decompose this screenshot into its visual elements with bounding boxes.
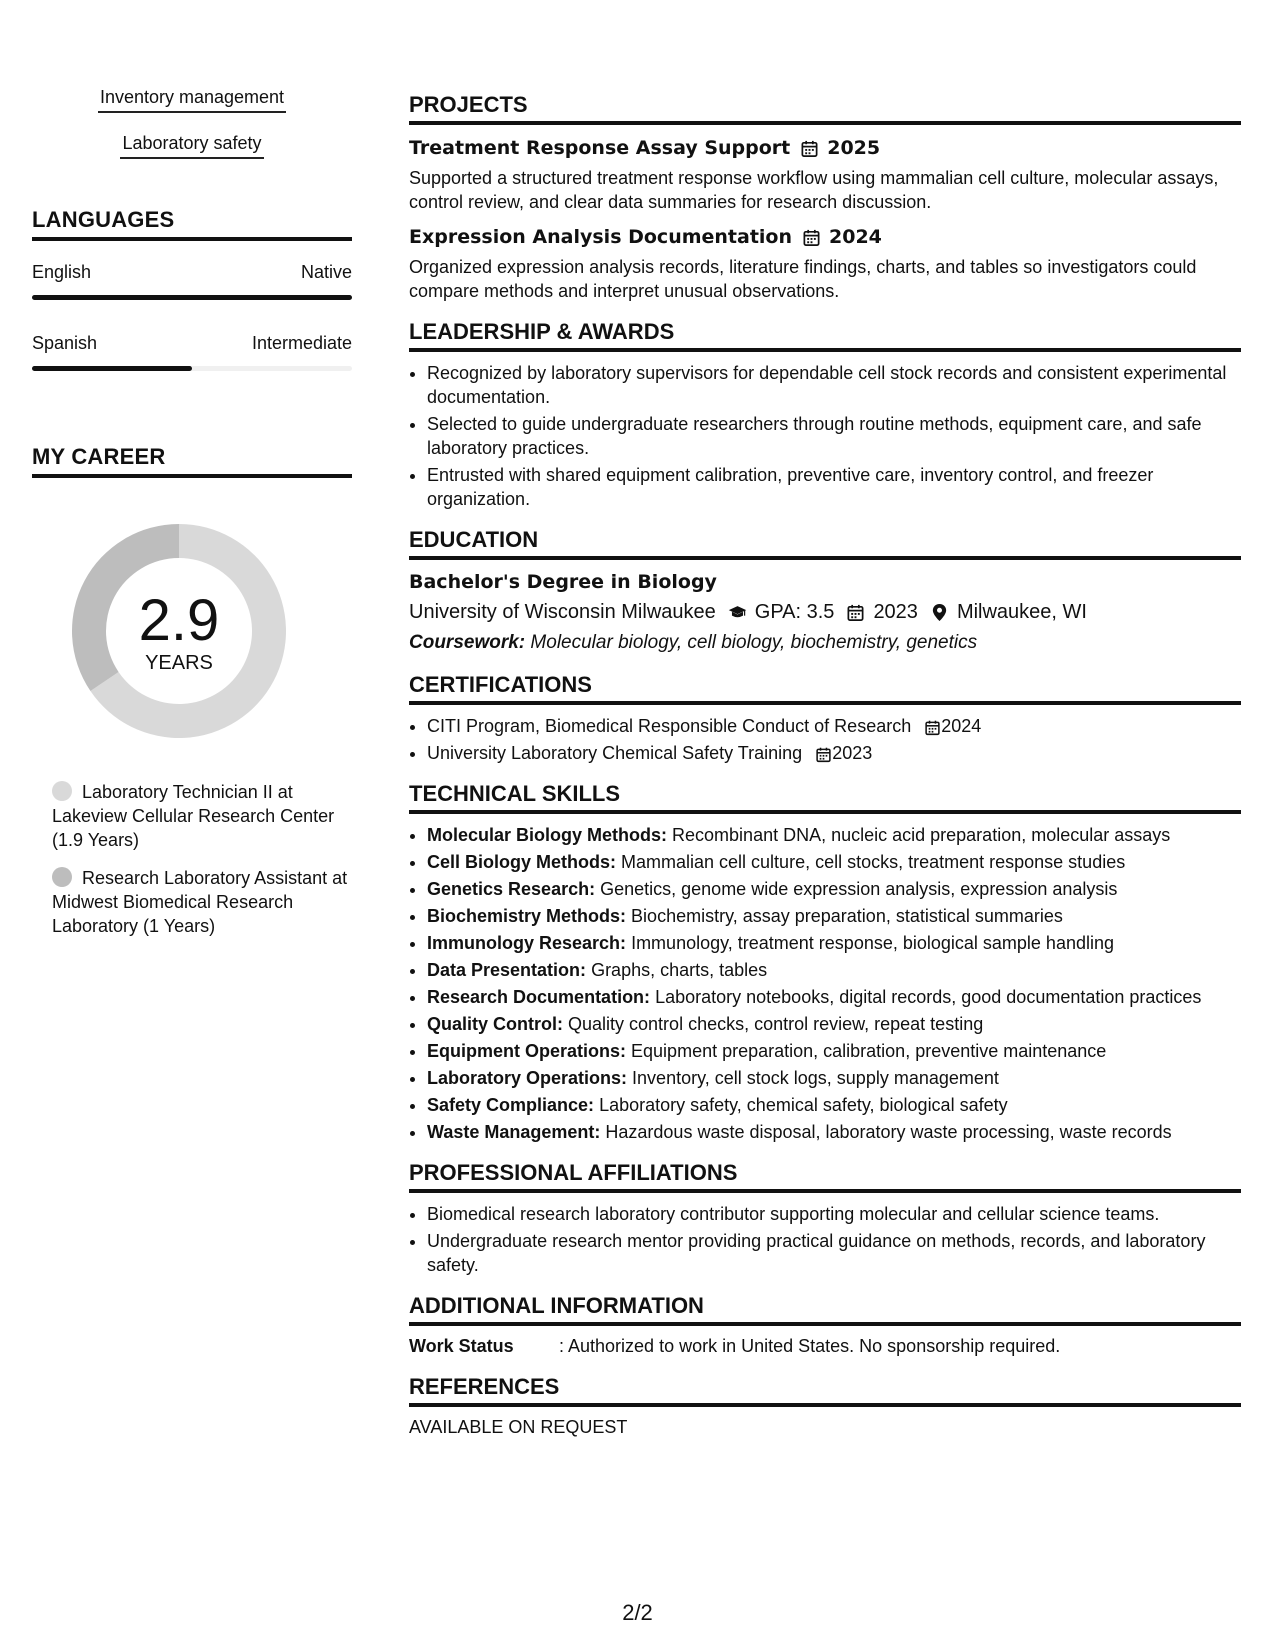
gpa: GPA: 3.5 <box>754 601 835 623</box>
coursework-value: Molecular biology, cell biology, biochemistry, genetics <box>530 632 978 653</box>
career-entry <box>32 780 352 852</box>
affiliations-heading: PROFESSIONAL AFFILIATIONS <box>409 1160 1241 1193</box>
education-heading: EDUCATION <box>409 527 1241 560</box>
projects-section <box>409 92 1241 303</box>
project-year: 2025 <box>827 137 881 159</box>
work-status-label: Work Status <box>409 1336 514 1356</box>
calendar-icon <box>924 719 941 736</box>
technical-skills-heading: TECHNICAL SKILLS <box>409 781 1241 814</box>
skill-item <box>427 1120 1241 1144</box>
skill-label: Molecular Biology Methods: <box>427 825 668 845</box>
graduation-year: 2023 <box>873 601 918 623</box>
skill-item <box>427 850 1241 874</box>
project-item <box>409 136 1241 214</box>
skill-item <box>427 904 1241 928</box>
skill-value: Quality control checks, control review, repeat testing <box>568 1014 984 1034</box>
skill-item <box>427 958 1241 982</box>
technical-skills-list <box>409 823 1241 1144</box>
skill-item <box>427 1066 1241 1090</box>
career-dot <box>52 781 72 801</box>
leadership-list <box>409 361 1241 511</box>
career-total-unit: YEARS <box>145 652 213 674</box>
project-description: Organized expression analysis records, literature findings, charts, and tables so investigators could compare methods and interpret unusual observations. <box>409 257 1197 301</box>
skill-value: Recombinant DNA, nucleic acid preparation, molecular assays <box>672 825 1171 845</box>
certification-name: CITI Program, Biomedical Responsible Conduct of Research <box>427 716 912 736</box>
career-entry-text: Research Laboratory Assistant at Midwest Biomedical Research Laboratory (1 Years) <box>52 868 348 936</box>
degree-title: Bachelor's Degree in Biology <box>409 571 717 593</box>
skill-label: Immunology Research: <box>427 933 627 953</box>
calendar-icon <box>800 139 819 158</box>
project-title: Expression Analysis Documentation <box>409 226 793 248</box>
affiliations-list <box>409 1202 1241 1277</box>
career-entries <box>32 780 352 938</box>
school-name: University of Wisconsin Milwaukee <box>409 601 716 623</box>
skill-tags <box>22 84 362 159</box>
school-location: Milwaukee, WI <box>956 601 1087 623</box>
skill-label: Research Documentation: <box>427 987 651 1007</box>
skill-label: Cell Biology Methods: <box>427 852 616 872</box>
list-item: • Selected to guide undergraduate researchers through routine methods, equipment care, and safe laboratory practices. <box>427 412 1241 460</box>
list-item: • Biomedical research laboratory contributor supporting molecular and cellular science teams. <box>427 1202 1241 1226</box>
page-number: 2/2 <box>622 1600 653 1625</box>
work-status-value: : Authorized to work in United States. No sponsorship required. <box>559 1336 1061 1356</box>
career-heading: MY CAREER <box>32 444 352 478</box>
language-proficiency-fill <box>32 366 192 371</box>
languages-heading: LANGUAGES <box>32 207 352 241</box>
skill-label: Data Presentation: <box>427 960 587 980</box>
coursework-label: Coursework: <box>409 632 526 653</box>
list-item: • Entrusted with shared equipment calibration, preventive care, inventory control, and freezer organization. <box>427 463 1241 511</box>
project-item <box>409 225 1241 303</box>
career-section <box>32 444 352 938</box>
references-heading: REFERENCES <box>409 1374 1241 1407</box>
additional-section <box>409 1293 1241 1358</box>
work-status-row <box>409 1334 1241 1358</box>
language-name: Spanish <box>32 333 98 353</box>
language-proficiency-bar <box>32 295 352 300</box>
project-year: 2024 <box>829 226 882 248</box>
skill-item <box>427 985 1241 1009</box>
projects-heading: PROJECTS <box>409 92 1241 125</box>
languages-section <box>32 207 352 371</box>
language-item <box>32 261 352 300</box>
sidebar <box>32 84 352 938</box>
certifications-list <box>409 714 1241 765</box>
skill-tag: Laboratory safety <box>120 130 263 159</box>
skill-value: Graphs, charts, tables <box>591 960 768 980</box>
additional-heading: ADDITIONAL INFORMATION <box>409 1293 1241 1326</box>
list-item: • Undergraduate research mentor providing practical guidance on methods, records, and laboratory safety. <box>427 1229 1241 1277</box>
technical-skills-section <box>409 781 1241 1144</box>
skill-label: Quality Control: <box>427 1014 563 1034</box>
skill-value: Hazardous waste disposal, laboratory waste processing, waste records <box>605 1122 1172 1142</box>
location-pin-icon <box>930 603 949 622</box>
language-proficiency-bar <box>32 366 352 371</box>
skill-label: Waste Management: <box>427 1122 601 1142</box>
skill-label: Equipment Operations: <box>427 1041 627 1061</box>
references-section <box>409 1374 1241 1439</box>
list-item: • Recognized by laboratory supervisors for dependable cell stock records and consistent experimental documentation. <box>427 361 1241 409</box>
certifications-section <box>409 672 1241 765</box>
career-donut <box>66 518 292 744</box>
skill-item <box>427 823 1241 847</box>
main-content <box>409 92 1241 1455</box>
skill-label: Laboratory Operations: <box>427 1068 628 1088</box>
calendar-icon <box>802 228 821 247</box>
language-level: Intermediate <box>251 333 352 353</box>
career-entry-text: Laboratory Technician II at Lakeview Cellular Research Center (1.9 Years) <box>52 782 335 850</box>
coursework <box>409 630 1241 656</box>
certification-name: University Laboratory Chemical Safety Training <box>427 743 803 763</box>
certifications-heading: CERTIFICATIONS <box>409 672 1241 705</box>
certification-year: 2023 <box>832 743 873 763</box>
skill-value: Laboratory safety, chemical safety, biological safety <box>599 1095 1008 1115</box>
affiliations-section <box>409 1160 1241 1277</box>
skill-value: Inventory, cell stock logs, supply management <box>632 1068 999 1088</box>
language-proficiency-fill <box>32 295 352 300</box>
skill-value: Genetics, genome wide expression analysis, expression analysis <box>600 879 1118 899</box>
skill-item <box>427 877 1241 901</box>
skill-value: Biochemistry, assay preparation, statistical summaries <box>631 906 1063 926</box>
skill-value: Mammalian cell culture, cell stocks, treatment response studies <box>621 852 1126 872</box>
language-item <box>32 332 352 371</box>
calendar-icon <box>815 746 832 763</box>
calendar-icon <box>846 603 865 622</box>
skill-tag: Inventory management <box>98 84 286 113</box>
career-dot <box>52 867 72 887</box>
certification-year: 2024 <box>941 716 982 736</box>
project-description: Supported a structured treatment response workflow using mammalian cell culture, molecular assays, control review, and clear data summaries for research discussion. <box>409 168 1219 212</box>
certification-item <box>427 714 1241 738</box>
skill-item <box>427 1039 1241 1063</box>
language-level: Native <box>300 262 352 282</box>
skill-label: Genetics Research: <box>427 879 596 899</box>
skill-value: Laboratory notebooks, digital records, good documentation practices <box>655 987 1202 1007</box>
skill-item <box>427 1093 1241 1117</box>
leadership-heading: LEADERSHIP & AWARDS <box>409 319 1241 352</box>
skill-value: Immunology, treatment response, biological sample handling <box>631 933 1114 953</box>
references-text: AVAILABLE ON REQUEST <box>409 1417 628 1437</box>
graduation-cap-icon <box>728 603 747 622</box>
career-entry <box>32 866 352 938</box>
education-details <box>409 598 1241 626</box>
project-title: Treatment Response Assay Support <box>409 137 791 159</box>
skill-label: Biochemistry Methods: <box>427 906 627 926</box>
skill-item <box>427 931 1241 955</box>
education-section <box>409 527 1241 656</box>
certification-item <box>427 741 1241 765</box>
skill-item <box>427 1012 1241 1036</box>
skill-label: Safety Compliance: <box>427 1095 595 1115</box>
career-total-years: 2.9 <box>138 588 220 653</box>
language-name: English <box>32 262 92 282</box>
leadership-section <box>409 319 1241 511</box>
skill-value: Equipment preparation, calibration, preventive maintenance <box>631 1041 1107 1061</box>
